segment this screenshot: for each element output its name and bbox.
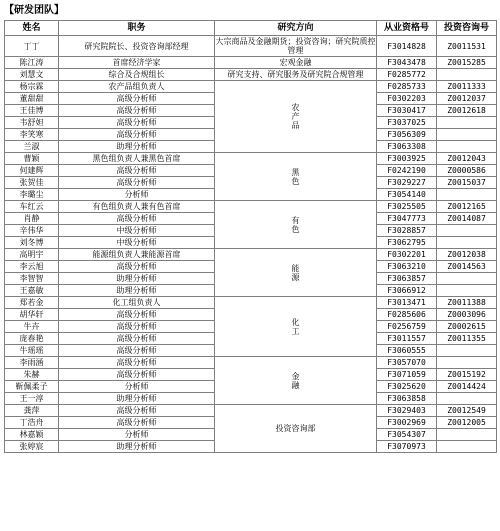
member-title: 高级分析师 [59,357,215,369]
invest-consult-number [437,441,497,453]
qualification-number: F3063858 [377,393,437,405]
research-direction [215,153,377,201]
qualification-number: F3070973 [377,441,437,453]
member-name: 李璐尘 [5,189,59,201]
qualification-number: F3063308 [377,141,437,153]
invest-consult-number: Z0011333 [437,81,497,93]
member-name: 丁丁 [5,36,59,57]
member-name: 张婷宸 [5,441,59,453]
research-direction: 投资咨询部 [215,405,377,453]
member-name: 辛伟华 [5,225,59,237]
invest-consult-number [437,285,497,297]
qualification-number: F3057070 [377,357,437,369]
table-row [5,297,497,309]
research-direction [215,297,377,357]
table-row [5,57,497,69]
invest-consult-number [437,357,497,369]
member-name: 李智智 [5,273,59,285]
member-title: 分析师 [59,429,215,441]
invest-consult-number [437,129,497,141]
qualification-number: F3063210 [377,261,437,273]
invest-consult-number: Z0014424 [437,381,497,393]
header-invest-consult-no: 投资咨询号 [437,21,497,36]
qualification-number: F3013471 [377,297,437,309]
research-direction-char: 色 [291,176,300,186]
table-row [5,357,497,369]
member-title: 有色组负责人兼有色首席 [59,201,215,213]
qualification-number: F0256759 [377,321,437,333]
member-name: 董甜甜 [5,93,59,105]
qualification-number: F0285606 [377,309,437,321]
member-title: 中级分析师 [59,225,215,237]
research-direction-char: 工 [291,326,300,336]
member-name: 杨宗霖 [5,81,59,93]
qualification-number: F3014828 [377,36,437,57]
invest-consult-number: Z0002615 [437,321,497,333]
member-name: 庞春艳 [5,333,59,345]
qualification-number: F3060555 [377,345,437,357]
member-title: 助理分析师 [59,273,215,285]
research-direction-char: 金 [291,371,300,381]
invest-consult-number: Z0015285 [437,57,497,69]
member-name: 车红云 [5,201,59,213]
member-title: 助理分析师 [59,441,215,453]
table-row [5,36,497,57]
research-direction: 大宗商品及金融期货；投资咨询；研究院质控管理 [215,37,376,55]
member-title: 分析师 [59,189,215,201]
member-title: 高级分析师 [59,369,215,381]
member-title: 高级分析师 [59,117,215,129]
member-title: 高级分析师 [59,105,215,117]
member-name: 朱赫 [5,369,59,381]
member-title: 高级分析师 [59,165,215,177]
member-title: 分析师 [59,381,215,393]
header-name: 姓名 [5,21,59,36]
table-row [5,249,497,261]
qualification-number: F3011557 [377,333,437,345]
invest-consult-number: Z0012043 [437,153,497,165]
qualification-number: F3047773 [377,213,437,225]
qualification-number: F0285733 [377,81,437,93]
member-title: 中级分析师 [59,237,215,249]
invest-consult-number [437,429,497,441]
member-title: 高级分析师 [59,213,215,225]
invest-consult-number: Z0012618 [437,105,497,117]
qualification-number: F3025620 [377,381,437,393]
qualification-number: F3029227 [377,177,437,189]
member-title: 高级分析师 [59,417,215,429]
invest-consult-number: Z0015037 [437,177,497,189]
invest-consult-number [437,117,497,129]
invest-consult-number [437,237,497,249]
qualification-number: F0302201 [377,249,437,261]
invest-consult-number: Z0012037 [437,93,497,105]
header-title: 职务 [59,21,215,36]
invest-consult-number [437,393,497,405]
member-title: 综合及合规组长 [59,69,215,81]
research-direction: 宏观金融 [215,57,377,69]
research-direction-char: 色 [291,224,300,234]
qualification-number: F3062795 [377,237,437,249]
table-row [5,153,497,165]
member-name: 何建辉 [5,165,59,177]
qualification-number: F3071059 [377,369,437,381]
invest-consult-number: Z0012165 [437,201,497,213]
member-title: 助理分析师 [59,285,215,297]
qualification-number: F3066912 [377,285,437,297]
qualification-number: F3063857 [377,273,437,285]
member-title: 高级分析师 [59,345,215,357]
member-title: 助理分析师 [59,393,215,405]
research-team-table [4,20,497,453]
member-title: 黑色组负责人兼黑色首席 [59,153,215,165]
qualification-number: F0302203 [377,93,437,105]
invest-consult-number: Z0012549 [437,405,497,417]
invest-consult-number: Z0012005 [437,417,497,429]
research-direction: 研究支持、研究服务及研究院合规管理 [215,69,377,81]
member-name: 李笑寒 [5,129,59,141]
member-name: 王嘉敏 [5,285,59,297]
member-name: 李云旭 [5,261,59,273]
member-name: 郑若金 [5,297,59,309]
qualification-number: F3003925 [377,153,437,165]
member-title: 高级分析师 [59,321,215,333]
table-row [5,69,497,81]
qualification-number: F3054307 [377,429,437,441]
member-name: 龚萍 [5,405,59,417]
invest-consult-number: Z0011355 [437,333,497,345]
research-direction [215,201,377,249]
header-direction: 研究方向 [215,21,377,36]
research-direction [215,249,377,297]
member-name: 王一淳 [5,393,59,405]
member-name: 胡华轩 [5,309,59,321]
member-name: 李雨涵 [5,357,59,369]
qualification-number: F3029403 [377,405,437,417]
research-direction-char: 黑 [291,167,300,177]
member-title: 高级分析师 [59,333,215,345]
member-title: 高级分析师 [59,309,215,321]
research-direction-char: 品 [291,121,300,130]
research-direction-char: 化 [291,317,300,327]
invest-consult-number: Z0011388 [437,297,497,309]
member-name: 林嘉颖 [5,429,59,441]
table-body [5,36,497,453]
member-name: 丁浩舟 [5,417,59,429]
member-name: 王佳博 [5,105,59,117]
member-title: 高级分析师 [59,177,215,189]
table-header-row [5,21,497,36]
member-title: 化工组负责人 [59,297,215,309]
invest-consult-number: Z0000586 [437,165,497,177]
member-title: 农产品组负责人 [59,81,215,93]
qualification-number: F3025505 [377,201,437,213]
invest-consult-number [437,189,497,201]
invest-consult-number: Z0003096 [437,309,497,321]
research-direction [215,357,377,405]
member-name: 曹颖 [5,153,59,165]
member-title: 高级分析师 [59,129,215,141]
research-direction-char: 农 [291,103,300,112]
research-direction [215,81,377,153]
member-name: 牛瑶瑶 [5,345,59,357]
member-title: 首席经济学家 [59,57,215,69]
invest-consult-number: Z0011531 [437,36,497,57]
member-name: 刘冬博 [5,237,59,249]
table-row [5,405,497,417]
research-direction-char: 能 [291,263,300,273]
invest-consult-number [437,345,497,357]
qualification-number: F3030417 [377,105,437,117]
research-direction-char: 产 [291,112,300,121]
section-title: 【研发团队】 [4,5,64,16]
invest-consult-number [437,141,497,153]
invest-consult-number: Z0014563 [437,261,497,273]
member-name: 肖静 [5,213,59,225]
member-title: 助理分析师 [59,141,215,153]
invest-consult-number: Z0012038 [437,249,497,261]
qualification-number: F0242190 [377,165,437,177]
invest-consult-number: Z0014087 [437,213,497,225]
member-name: 张贺佳 [5,177,59,189]
qualification-number: F3037025 [377,117,437,129]
member-name: 陈江涛 [5,57,59,69]
invest-consult-number [437,225,497,237]
member-title: 高级分析师 [59,261,215,273]
member-title: 高级分析师 [59,405,215,417]
research-direction-char: 有 [291,215,300,225]
member-name: 牛卉 [5,321,59,333]
qualification-number: F0285772 [377,69,437,81]
qualification-number: F3028857 [377,225,437,237]
member-name: 高明宇 [5,249,59,261]
table-row [5,201,497,213]
research-direction-char: 融 [291,380,300,390]
qualification-number: F3002969 [377,417,437,429]
invest-consult-number: Z0015192 [437,369,497,381]
member-name: 兰淑 [5,141,59,153]
qualification-number: F3054140 [377,189,437,201]
invest-consult-number [437,69,497,81]
invest-consult-number [437,273,497,285]
member-title: 研究院院长、投资咨询部经理 [59,36,215,57]
member-title: 高级分析师 [59,93,215,105]
member-name: 靳佩柔子 [5,381,59,393]
member-title: 能源组负责人兼能源首席 [59,249,215,261]
member-name: 刘慧文 [5,69,59,81]
header-qualification-no: 从业资格号 [377,21,437,36]
qualification-number: F3056309 [377,129,437,141]
member-name: 韦舒妲 [5,117,59,129]
table-row [5,81,497,93]
research-direction-char: 源 [291,272,300,282]
qualification-number: F3043478 [377,57,437,69]
